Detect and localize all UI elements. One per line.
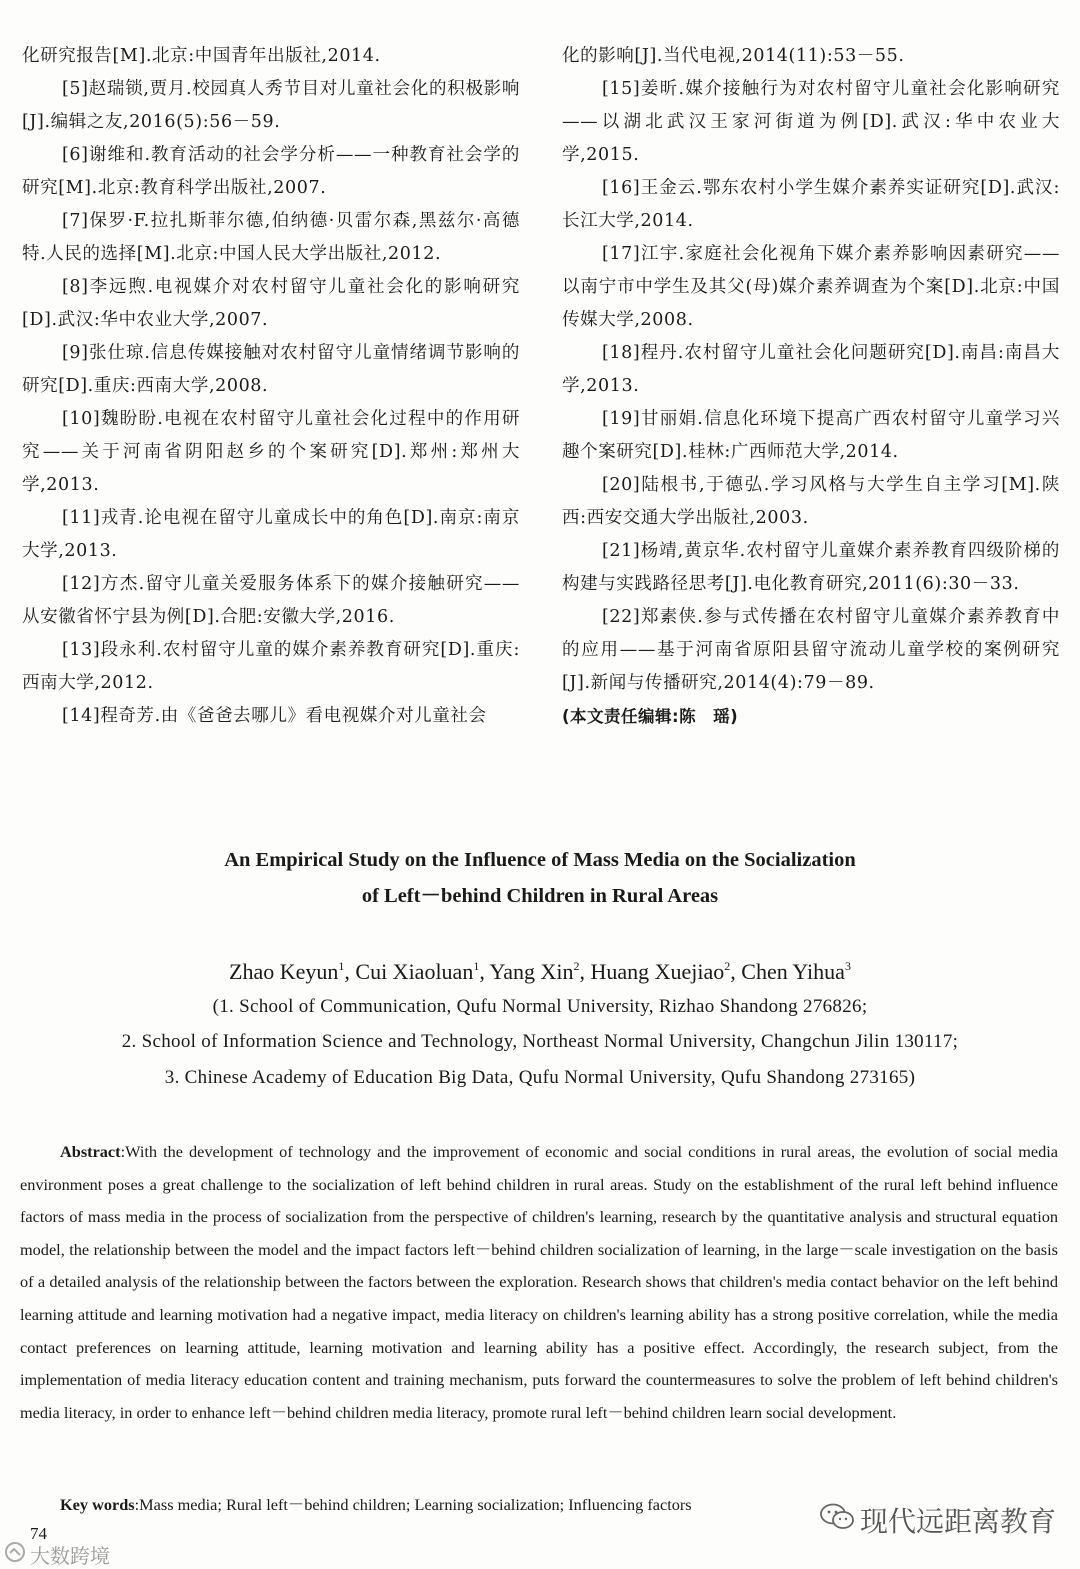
watermark-wechat	[820, 1500, 1056, 1540]
author-affiliation-mark: 1	[338, 959, 345, 973]
reference-entry: [19]甘丽娟.信息化环境下提高广西农村留守儿童学习兴趣个案研究[D].桂林:广西师范大学,2014.	[562, 409, 1060, 462]
reference-entry: [14]程奇芳.由《爸爸去哪儿》看电视媒介对儿童社会	[62, 706, 487, 726]
reference-entry: [20]陆根书,于德弘.学习风格与大学生自主学习[M].陕西:西安交通大学出版社,2003.	[562, 475, 1060, 528]
abstract-text: With the development of technology and the improvement of economic and social conditions in rural areas, the evolution of social media environment poses a great challenge to the socialization of left behind children in rural areas. Study on the establishment of the rural left behind influence factors of mass media in the process of socialization from the perspective of children's learning, research by the quantitative analysis and structural equation model, the relationship between the model and the impact factors left－behind children socialization of learning, in the large－scale investigation on the basis of a detailed analysis of the relationship between the factors between the exploration. Research shows that children's media contact behavior on the left behind learning attitude and learning motivation had a negative impact, media literacy on children's learning ability has a strong positive correlation, while the media contact preferences on learning attitude, learning motivation and learning ability has a positive effect. Accordingly, the research subject, from the implementation of media literacy education content and training mechanism, puts forward the countermeasures to solve the problem of left behind children's media literacy, in order to enhance left－behind children media literacy, promote rural left－behind children learn social development.	[20, 1142, 1058, 1422]
english-title-line-1: An Empirical Study on the Influence of Mass Media on the Socialization	[224, 849, 856, 871]
reference-entry: [6]谢维和.教育活动的社会学分析——一种教育社会学的研究[M].北京:教育科学出版社,2007.	[22, 145, 520, 198]
reference-entry: 化研究报告[M].北京:中国青年出版社,2014.	[22, 46, 381, 66]
author-affiliation-mark: 2	[573, 959, 580, 973]
author-name: Chen Yihua	[741, 959, 845, 984]
author-affiliation-mark: 1	[473, 959, 480, 973]
reference-entry: [12]方杰.留守儿童关爱服务体系下的媒介接触研究——从安徽省怀宁县为例[D].合肥:安徽大学,2016.	[22, 574, 520, 627]
reference-entry: [16]王金云.鄂东农村小学生媒介素养实证研究[D].武汉:长江大学,2014.	[562, 178, 1060, 231]
references-section	[20, 40, 1060, 780]
english-title-line-2: of Left－behind Children in Rural Areas	[361, 885, 719, 907]
english-title	[0, 842, 1080, 914]
reference-entry: [17]江宇.家庭社会化视角下媒介素养影响因素研究——以南宁市中学生及其父(母)媒介素养调查为个案[D].北京:中国传媒大学,2008.	[562, 244, 1060, 330]
watermark-corner-text: 大数跨境	[30, 1544, 110, 1568]
reference-entry: [15]姜昕.媒介接触行为对农村留守儿童社会化影响研究——以湖北武汉王家河街道为例[D].武汉:华中农业大学,2015.	[562, 79, 1060, 165]
watermark-text: 现代远距离教育	[860, 1505, 1057, 1538]
author-name: Huang Xuejiao	[590, 959, 725, 984]
editor-note: (本文责任编辑:陈 瑶)	[562, 707, 739, 726]
author-name: Zhao Keyun	[229, 959, 339, 984]
author-name: Yang Xin	[489, 959, 574, 984]
author-separator: ,	[730, 959, 742, 984]
author-name: Cui Xiaoluan	[355, 959, 474, 984]
wechat-icon	[820, 1503, 854, 1538]
reference-entry: [8]李远煦.电视媒介对农村留守儿童社会化的影响研究[D].武汉:华中农业大学,2007.	[22, 277, 520, 330]
author-separator: ,	[579, 959, 591, 984]
affiliation-line: (1. School of Communication, Qufu Normal University, Rizhao Shandong 276826;	[212, 996, 868, 1017]
logo-icon	[4, 1541, 26, 1568]
author-affiliation-mark: 3	[844, 959, 851, 973]
reference-entry: [10]魏盼盼.电视在农村留守儿童社会化过程中的作用研究——关于河南省阴阳赵乡的个案研究[D].郑州:郑州大学,2013.	[22, 409, 520, 495]
reference-entry: [5]赵瑞锁,贾月.校园真人秀节目对儿童社会化的积极影响[J].编辑之友,2016(5):56－59.	[22, 79, 520, 132]
abstract-paragraph: Abstract:With the development of technology and the improvement of economic and social conditions in rural areas, the evolution of social media environment poses a great challenge to the socialization of left behind children in rural areas. Study on the establishment of the rural left behind influence factors of mass media in the process of socialization from the perspective of children's learning, research by the quantitative analysis and structural equation model, the relationship between the model and the impact factors left－behind children socialization of learning, in the large－scale investigation on the basis of a detailed analysis of the relationship between the factors between the exploration. Research shows that children's media contact behavior on the left behind learning attitude and learning motivation had a negative impact, media literacy on children's learning ability has a strong positive correlation, while the media contact preferences on learning attitude, learning motivation and learning ability has a positive effect. Accordingly, the research subject, from the implementation of media literacy education content and training mechanism, puts forward the countermeasures to solve the problem of left behind children's media literacy, in order to enhance left－behind children media literacy, promote rural left－behind children learn social development.	[20, 1142, 1058, 1422]
affiliation-line: 3. Chinese Academy of Education Big Data, Qufu Normal University, Qufu Shandong 273165)	[164, 1067, 916, 1088]
reference-entry: [18]程丹.农村留守儿童社会化问题研究[D].南昌:南昌大学,2013.	[562, 343, 1060, 396]
references-right-column	[562, 40, 1060, 733]
reference-entry: [9]张仕琼.信息传媒接触对农村留守儿童情绪调节影响的研究[D].重庆:西南大学,2008.	[22, 343, 520, 396]
keywords-label: Key words	[60, 1495, 135, 1514]
author-affiliation-mark: 2	[724, 959, 731, 973]
references-left-column	[22, 40, 520, 733]
reference-entry: [13]段永利.农村留守儿童的媒介素养教育研究[D].重庆:西南大学,2012.	[22, 640, 520, 693]
reference-entry: [7]保罗·F.拉扎斯菲尔德,伯纳德·贝雷尔森,黑兹尔·高德特.人民的选择[M].北京:中国人民大学出版社,2012.	[22, 211, 520, 264]
reference-entry: [11]戎青.论电视在留守儿童成长中的角色[D].南京:南京大学,2013.	[22, 508, 520, 561]
reference-entry: 化的影响[J].当代电视,2014(11):53－55.	[562, 46, 905, 66]
author-separator: ,	[344, 959, 356, 984]
abstract-label: Abstract	[60, 1142, 121, 1161]
reference-entry: [21]杨靖,黄京华.农村留守儿童媒介素养教育四级阶梯的构建与实践路径思考[J].电化教育研究,2011(6):30－33.	[562, 541, 1060, 594]
author-separator: ,	[479, 959, 490, 984]
author-list	[0, 951, 1080, 987]
page-number: 74	[30, 1524, 47, 1543]
affiliation-line: 2. School of Information Science and Technology, Northeast Normal University, Changchun Jilin 130117;	[121, 1031, 959, 1052]
keywords-text: Mass media; Rural left－behind children; Learning socialization; Influencing factors	[139, 1495, 692, 1514]
watermark-corner	[4, 1540, 110, 1569]
reference-entry: [22]郑素侠.参与式传播在农村留守儿童媒介素养教育中的应用——基于河南省原阳县留守流动儿童学校的案例研究[J].新闻与传播研究,2014(4):79－89.	[562, 607, 1060, 693]
keywords-line: Key words:Mass media; Rural left－behind children; Learning socialization; Influencing factors	[60, 1495, 692, 1514]
